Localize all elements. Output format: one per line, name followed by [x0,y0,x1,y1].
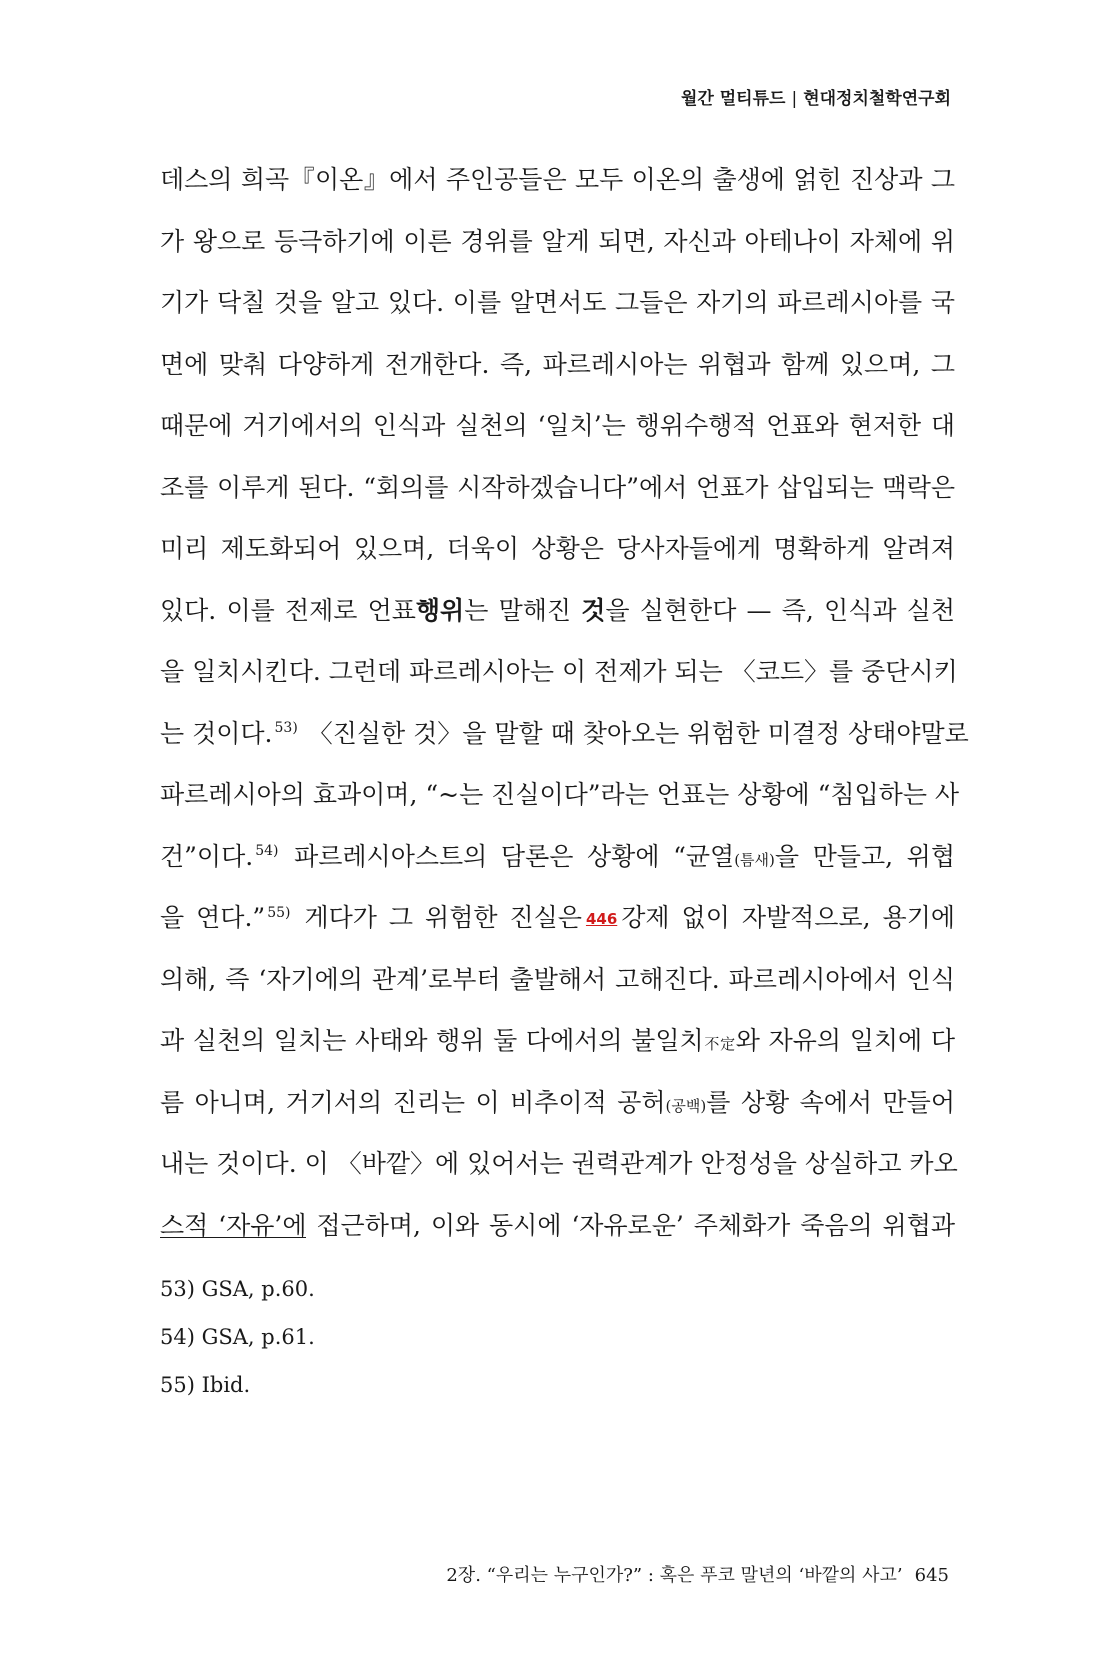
text-segment: 게다가 그 위험한 진실은 [292,903,582,932]
footnotes [160,1273,315,1417]
journal-title: 월간 멀티튜드 [681,89,786,109]
group-name: 현대정치철학연구회 [803,89,951,109]
gloss-small: 不定 [703,1035,736,1053]
text-line-7: 미리 제도화되어 있으며, 더욱이 상황은 당사자들에게 명확하게 알려져 [160,534,955,563]
emphasis-act: 행위 [415,595,465,625]
text-line-15 [160,1021,955,1083]
footnote-ref-53[interactable]: 53) [274,720,298,737]
text-segment: 름 아니며, 거기서의 진리는 이 비추이적 공허 [160,1087,666,1117]
text-line-13 [160,898,955,960]
text-line-18: 스적 ‘자유’에 접근하며, 이와 동시에 ‘자유로운’ 주체화가 죽음의 위협과 [160,1210,955,1240]
text-segment: 과 실천의 일치는 사태와 행위 둘 다에서의 불일치 [160,1026,704,1055]
footnote-ref-55[interactable]: 55) [267,904,291,921]
text-line-16 [160,1083,955,1145]
text-segment: 와 자유의 일치에 다 [735,1026,955,1055]
text-line-9: 을 일치시킨다. 그런데 파르레시아는 이 전제가 되는 〈코드〉를 중단시키 [160,657,958,686]
page-number: 645 [914,1565,949,1586]
text-segment: 는 것이다. [160,718,273,748]
running-footer [446,1561,949,1587]
chapter-title: 2장. “우리는 누구인가?” : 혹은 푸코 말년의 ‘바깥의 사고’ [446,1565,903,1586]
text-line-8 [160,591,955,653]
footnote-53: 53) GSA, p.60. [160,1277,315,1301]
text-segment: 있다. 이를 전제로 언표 [160,595,416,625]
text-line-14: 의해, 즉 ‘자기에의 관계’로부터 출발해서 고해진다. 파르레시아에서 인식 [160,964,955,994]
gloss-small: (공백) [665,1096,707,1115]
footnote-55: 55) Ibid. [160,1373,251,1397]
text-line-5: 때문에 거기에서의 인식과 실천의 ‘일치’는 행위수행적 언표와 현저한 대 [160,411,955,440]
text-line-6: 조를 이루게 된다. “회의를 시작하겠습니다”에서 언표가 삽입되는 맥락은 [160,472,955,502]
text-segment: 파르레시아스트의 담론은 상황에 “균열 [280,841,735,871]
text-line-3: 기가 닥칠 것을 알고 있다. 이를 알면서도 그들은 자기의 파르레시아를 국 [160,288,955,317]
running-header [681,84,951,109]
text-line-11: 파르레시아의 효과이며, “~는 진실이다”라는 언표는 상황에 “침입하는 사 [160,780,960,809]
text-segment: 강제 없이 자발적으로, 용기에 [621,903,956,932]
text-segment: 을 연다.” [160,903,266,932]
footnote-ref-54[interactable]: 54) [255,843,279,860]
body-text [160,160,969,1267]
emphasis-thing: 것 [581,595,606,625]
footnote-54: 54) GSA, p.61. [160,1325,315,1349]
text-segment: 〈진실한 것〉을 말할 때 찾아오는 위험한 미결정 상태야말로 [299,718,969,748]
text-line-2: 가 왕으로 등극하기에 이른 경위를 알게 되면, 자신과 아테나이 자체에 위 [160,226,955,256]
text-line-12 [160,837,955,899]
text-line-17: 내는 것이다. 이 〈바깥〉에 있어서는 권력관계가 안정성을 상실하고 카오 [160,1149,958,1178]
text-segment: 는 말해진 [464,595,582,625]
text-line-10 [160,714,969,776]
text-segment: 건”이다. [160,841,254,871]
footnote-divider [160,1237,306,1238]
text-segment: 를 상황 속에서 만들어 [706,1087,955,1117]
text-line-1: 데스의 희곡『이온』에서 주인공들은 모두 이온의 출생에 얽힌 진상과 그 [160,165,955,194]
gloss-small: (틈새) [734,850,775,869]
text-segment: 을 만들고, 위협 [774,841,955,871]
text-line-4: 면에 맞춰 다양하게 전개한다. 즉, 파르레시아는 위협과 함께 있으며, 그 [160,349,955,379]
original-page-marker[interactable]: 446 [585,910,618,928]
header-separator: | [791,89,798,109]
text-segment: 을 실현한다 — 즉, 인식과 실천 [605,595,955,625]
